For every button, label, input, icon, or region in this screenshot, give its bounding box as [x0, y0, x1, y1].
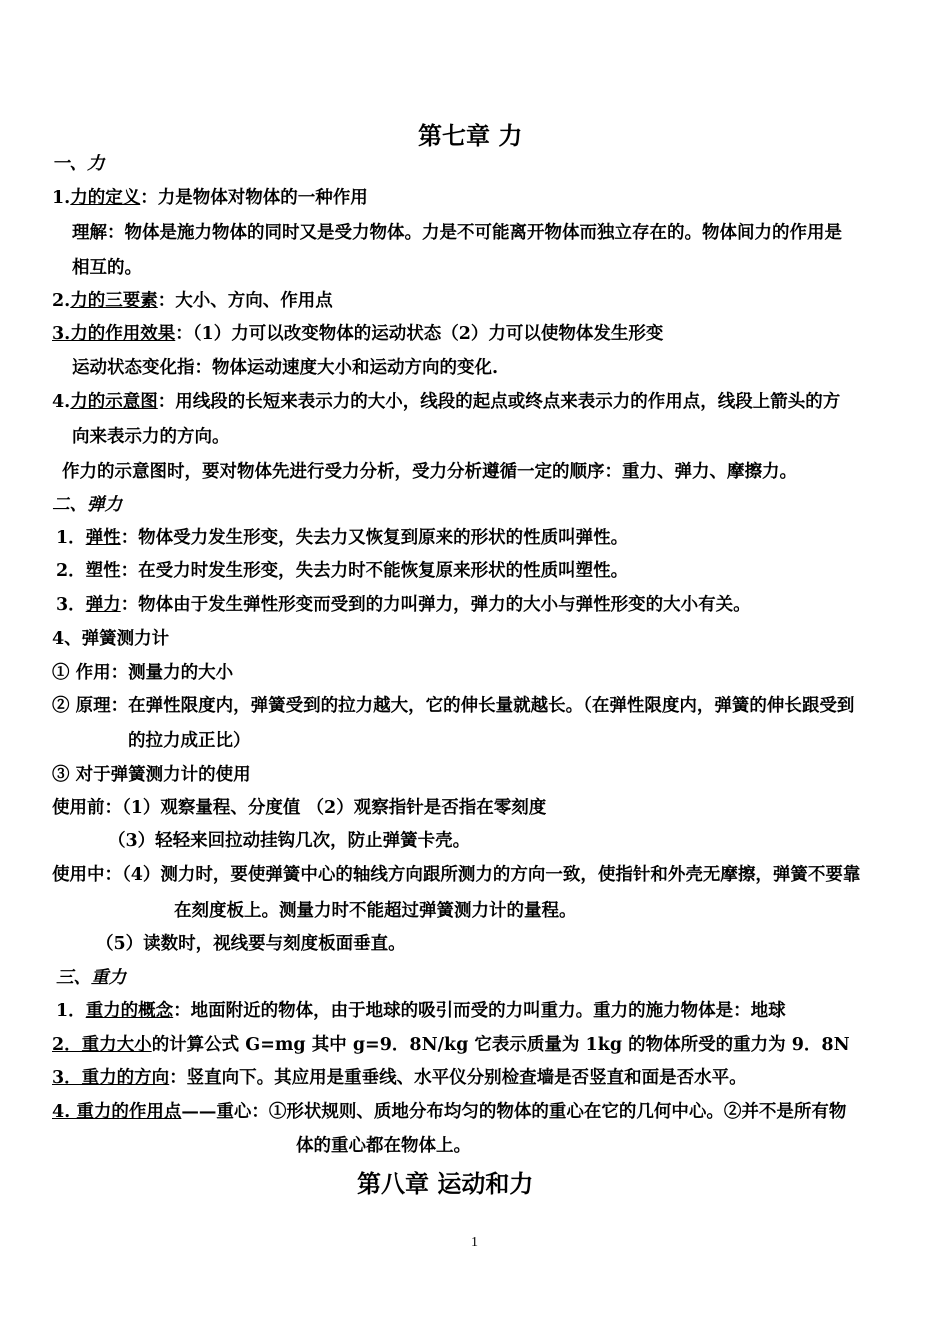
item-text: 的计算公式 G=mg 其中 g=9．8N/kg 它表示质量为 1kg 的物体所受的重力为 9．8N — [151, 1035, 850, 1055]
during-use: 使用中：（4）测力时，要使弹簧中心的轴线方向跟所测力的方向一致，使指针和外壳无摩擦，弹簧不要靠 — [52, 865, 861, 885]
item-number: 1. — [52, 188, 71, 208]
s1-item2 — [52, 289, 333, 313]
item-text: ：物体由于发生弹性形变而受到的力叫弹力，弹力的大小与弹性形变的大小有关。 — [120, 595, 751, 615]
s1-item4 — [52, 390, 840, 414]
item-number: 4. — [52, 392, 71, 412]
item-term: 力的示意图 — [70, 392, 158, 412]
s1-item1 — [52, 186, 368, 210]
item-term: 3.力的作用效果 — [52, 324, 176, 344]
item-number: 3． — [56, 595, 86, 615]
item-term: 力的三要素 — [70, 291, 158, 311]
item-term: 重力的概念 — [85, 1001, 174, 1021]
item-term: 力的定义 — [70, 188, 141, 208]
s3-item2 — [52, 1033, 850, 1057]
item-text: ：竖直向下。其应用是重垂线、水平仪分别检查墙是否竖直和面是否水平。 — [169, 1068, 747, 1088]
s1-item1-note: 理解：物体是施力物体的同时又是受力物体。力是不可能离开物体而独立存在的。物体间力的作用是 — [72, 223, 842, 243]
s3-item3 — [52, 1066, 747, 1090]
item-term: 弹力 — [85, 595, 121, 615]
s3-item4-cont: 体的重心都在物体上。 — [296, 1136, 471, 1156]
item-text: ：大小、方向、作用点 — [157, 291, 333, 311]
section1-heading: 一、力 — [52, 154, 105, 174]
spring-scale-principle: ② 原理：在弹性限度内，弹簧受到的拉力越大，它的伸长量就越长。（在弹性限度内，弹簧的伸长跟受到 — [52, 696, 855, 716]
before-use: 使用前：（1）观察量程、分度值 （2）观察指针是否指在零刻度 — [52, 798, 547, 818]
s1-item3 — [52, 322, 663, 346]
item-text: ：力是物体对物体的一种作用 — [140, 188, 368, 208]
spring-scale-usage: ③ 对于弹簧测力计的使用 — [52, 765, 251, 785]
item-text: ：（1）力可以改变物体的运动状态（2）力可以使物体发生形变 — [175, 324, 664, 344]
s2-item1 — [56, 526, 628, 550]
item-number: 1． — [56, 528, 86, 548]
page-number: 1 — [471, 1235, 478, 1250]
s3-item4 — [52, 1100, 846, 1124]
section3-heading: 三、重力 — [56, 968, 126, 988]
spring-scale-function: ① 作用：测量力的大小 — [52, 663, 234, 683]
item-number: 2. — [52, 291, 71, 311]
item-term: 3．重力的方向 — [52, 1068, 170, 1088]
item-term: 弹性 — [85, 528, 121, 548]
item-term: 4. 重力的作用点 — [52, 1102, 182, 1122]
item-text: ：物体受力发生形变，失去力又恢复到原来的形状的性质叫弹性。 — [120, 528, 629, 548]
during-use-5: （5）读数时，视线要与刻度板面垂直。 — [96, 934, 406, 954]
item-text: ：用线段的长短来表示力的大小，线段的起点或终点来表示力的作用点，线段上箭头的方 — [157, 392, 841, 412]
item-text: ——重心：①形状规则、质地分布均匀的物体的重心在它的几何中心。②并不是所有物 — [181, 1102, 847, 1122]
during-use-cont: 在刻度板上。测量力时不能超过弹簧测力计的量程。 — [174, 901, 577, 921]
chapter8-title: 第八章 运动和力 — [357, 1169, 534, 1198]
s2-item3 — [56, 593, 751, 617]
item-term: 2．重力大小 — [52, 1035, 152, 1055]
s1-item3-note: 运动状态变化指：物体运动速度大小和运动方向的变化. — [72, 358, 499, 378]
s3-item1 — [56, 999, 786, 1023]
item-number: 1． — [56, 1001, 86, 1021]
before-use-3: （3）轻轻来回拉动挂钩几次，防止弹簧卡壳。 — [108, 831, 471, 851]
spring-scale-principle-cont: 的拉力成正比） — [128, 731, 251, 751]
section2-heading: 二、弹力 — [52, 495, 122, 515]
s1-item1-note-cont: 相互的。 — [72, 258, 142, 278]
s1-item4-note: 作力的示意图时，要对物体先进行受力分析，受力分析遵循一定的顺序：重力、弹力、摩擦力。 — [62, 462, 797, 482]
item-text: ：地面附近的物体，由于地球的吸引而受的力叫重力。重力的施力物体是：地球 — [173, 1001, 786, 1021]
s2-item2: 2．塑性：在受力时发生形变，失去力时不能恢复原来形状的性质叫塑性。 — [56, 561, 629, 581]
chapter7-title: 第七章 力 — [418, 121, 523, 150]
s2-item4: 4、弹簧测力计 — [52, 629, 170, 649]
s1-item4-cont: 向来表示力的方向。 — [72, 427, 230, 447]
